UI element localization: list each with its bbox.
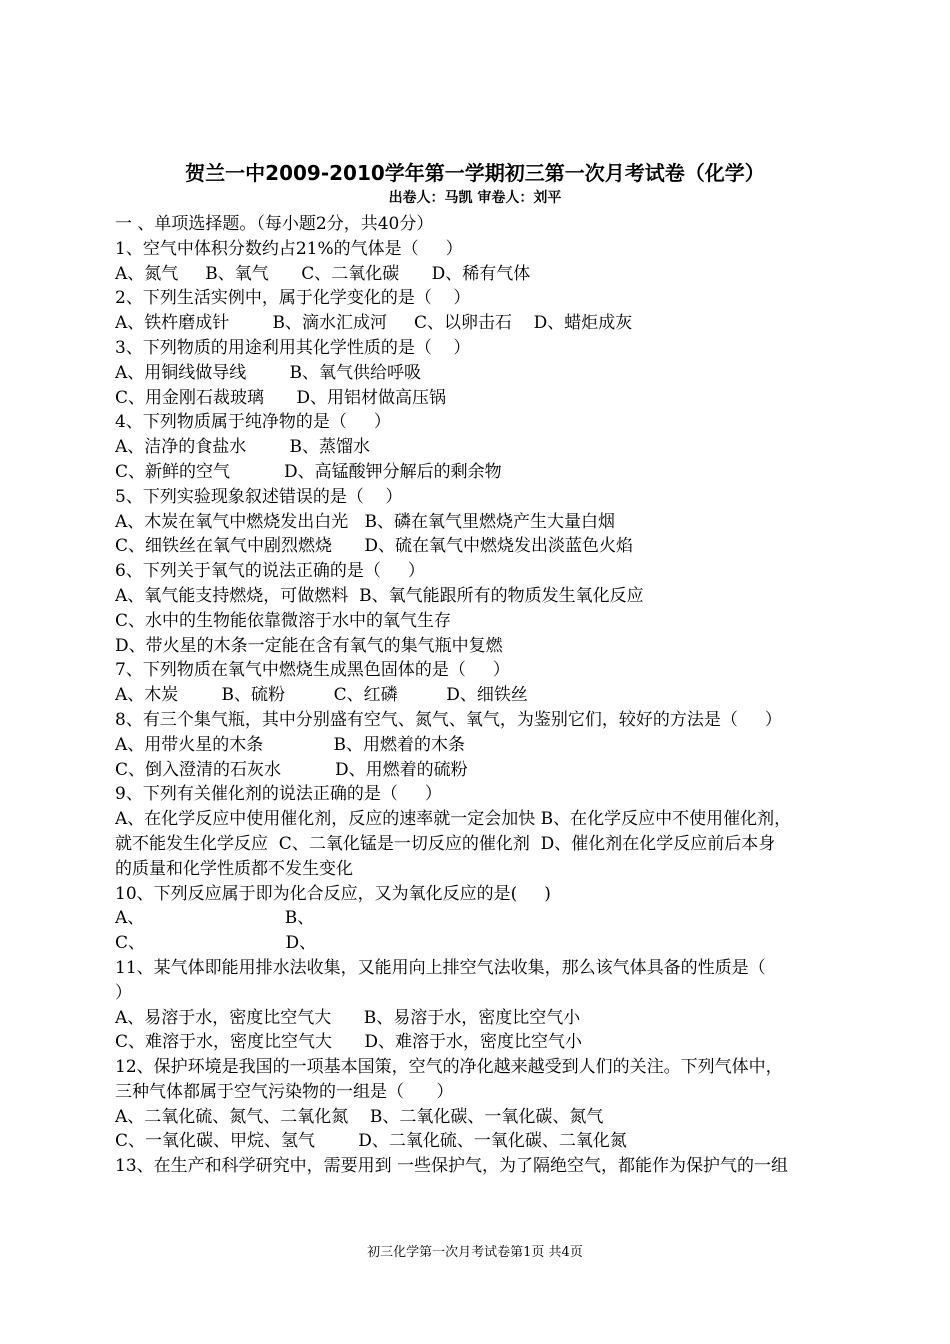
text-line: 13、在生产和科学研究中，需要用到 一些保护气，为了隔绝空气，都能作为保护气的一组 (115, 1156, 789, 1177)
text-line: 11、某气体即能用排水法收集，又能用向上排空气法收集，那么该气体具备的性质是（ (115, 957, 766, 978)
text-line: 1、空气中体积分数约占21%的气体是（ ） (115, 238, 463, 259)
text-line: 7、下列物质在氧气中燃烧生成黑色固体的是（ ） (115, 660, 510, 681)
text-line: A、氧气能支持燃烧，可做燃料 B、氧气能跟所有的物质发生氧化反应 (115, 585, 644, 606)
text-line: A、洁净的食盐水 B、蒸馏水 (115, 437, 370, 458)
text-line: 5、下列实验现象叙述错误的是（ ） (115, 486, 403, 507)
text-line: A、用带火星的木条 B、用燃着的木条 (115, 734, 466, 755)
text-line: C、倒入澄清的石灰水 D、用燃着的硫粉 (115, 759, 468, 780)
text-line: C、难溶于水，密度比空气大 D、难溶于水，密度比空气小 (115, 1032, 583, 1053)
text-line: 就不能发生化学反应 C、二氧化锰是一切反应的催化剂 D、催化剂在化学反应前后本身 (115, 833, 776, 854)
text-line: C、水中的生物能依靠微溶于水中的氧气生存 (115, 610, 452, 631)
text-line: 9、下列有关催化剂的说法正确的是（ ） (115, 784, 442, 805)
text-line: C、用金刚石裁玻璃 D、用铝材做高压锅 (115, 387, 447, 408)
exam-body (115, 212, 845, 1179)
text-line: C、 D、 (115, 933, 317, 954)
exam-title: 贺兰一中2009-2010学年第一学期初三第一次月考试卷（化学） (185, 161, 765, 185)
text-line: 三种气体都属于空气污染物的一组是（ ） (115, 1081, 454, 1102)
text-line: 6、下列关于氧气的说法正确的是（ ） (115, 561, 425, 582)
text-line: ） (115, 982, 132, 1003)
text-line: 10、下列反应属于即为化合反应，又为氧化反应的是( ) (115, 883, 551, 904)
text-line: 2、下列生活实例中，属于化学变化的是（ ） (115, 288, 471, 309)
exam-authors: 出卷人：马凯 审卷人：刘平 (388, 190, 562, 206)
text-line: A、用铜线做导线 B、氧气供给呼吸 (115, 362, 421, 383)
text-line: A、在化学反应中使用催化剂，反应的速率就一定会加快 B、在化学反应中不使用催化剂， (115, 809, 792, 830)
text-line: A、 B、 (115, 908, 315, 929)
text-line: A、木炭 B、硫粉 C、红磷 D、细铁丝 (115, 685, 528, 706)
page-footer: 初三化学第一次月考试卷第1页 共4页 (367, 1245, 583, 1260)
text-line: A、木炭在氧气中燃烧发出白光 B、磷在氧气里燃烧产生大量白烟 (115, 511, 615, 532)
text-line: C、细铁丝在氧气中剧烈燃烧 D、硫在氧气中燃烧发出淡蓝色火焰 (115, 536, 634, 557)
text-line: 3、下列物质的用途利用其化学性质的是（ ） (115, 337, 471, 358)
text-line: 12、保护环境是我国的一项基本国策，空气的净化越来越受到人们的关注。下列气体中， (115, 1057, 783, 1078)
text-line: C、一氧化碳、甲烷、氢气 D、二氧化硫、一氧化碳、二氧化氮 (115, 1131, 627, 1152)
text-line: 8、有三个集气瓶，其中分别盛有空气、氮气、氧气，为鉴别它们，较好的方法是（ ） (115, 709, 782, 730)
text-line: A、易溶于水，密度比空气大 B、易溶于水，密度比空气小 (115, 1007, 581, 1028)
text-line: 4、下列物质属于纯净物的是（ ） (115, 412, 391, 433)
text-line: A、铁杵磨成针 B、滴水汇成河 C、以卵击石 D、蜡炬成灰 (115, 313, 633, 334)
text-line: D、带火星的木条一定能在含有氧气的集气瓶中复燃 (115, 635, 503, 656)
text-line: 的质量和化学性质都不发生变化 (115, 858, 353, 879)
text-line: C、新鲜的空气 D、高锰酸钾分解后的剩余物 (115, 461, 502, 482)
text-line: 一 、单项选择题。（每小题2分，共40分） (115, 214, 434, 234)
text-line: A、二氧化硫、氮气、二氧化氮 B、二氧化碳、一氧化碳、氮气 (115, 1106, 604, 1127)
text-line: A、氮气 B、氧气 C、二氧化碳 D、稀有气体 (115, 263, 531, 284)
